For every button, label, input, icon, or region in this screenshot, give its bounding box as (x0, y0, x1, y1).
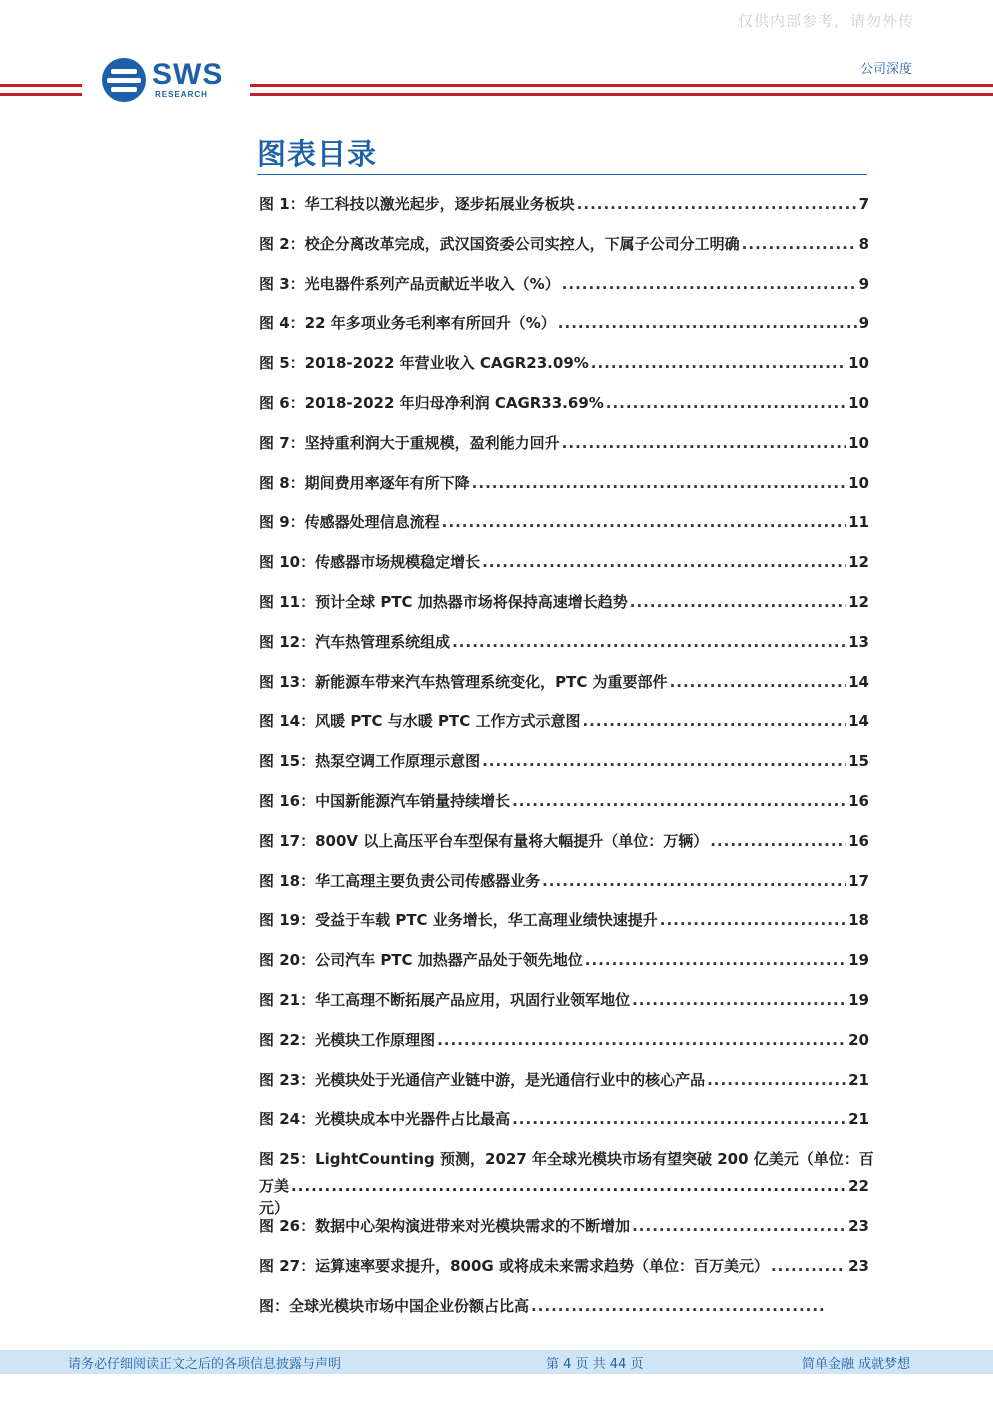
toc-leader-dots (291, 1175, 846, 1197)
toc-entry[interactable] (259, 671, 869, 693)
toc-entry-label: 图 11：预计全球 PTC 加热器市场将保持高速增长趋势 (259, 592, 628, 611)
toc-leader-dots (512, 1108, 846, 1130)
toc-entry-page: 10 (848, 393, 869, 412)
toc-entry-page: 14 (848, 672, 869, 691)
toc-entry-label: 图 16：中国新能源汽车销量持续增长 (259, 791, 511, 810)
toc-entry-label: 图 13：新能源车带来汽车热管理系统变化，PTC 为重要部件 (259, 672, 668, 691)
toc-leader-dots (472, 472, 846, 494)
toc-leader-dots (710, 830, 846, 852)
header-rule-right-top (250, 84, 993, 87)
toc-entry[interactable] (259, 1215, 869, 1237)
toc-entry-page: 12 (848, 553, 869, 572)
toc-entry[interactable] (259, 631, 869, 653)
toc-entry[interactable] (259, 1108, 869, 1130)
toc-leader-dots (742, 233, 857, 255)
toc-entry[interactable] (259, 1255, 869, 1277)
toc-leader-dots (562, 432, 846, 454)
toc-entry[interactable] (259, 909, 869, 931)
toc-entry-page: 18 (848, 911, 869, 930)
toc-entry[interactable] (259, 710, 869, 732)
toc-entry-page: 8 (858, 234, 869, 253)
toc-entry-label: 图 17：800V 以上高压平台车型保有量将大幅提升（单位：万辆） (259, 831, 709, 850)
toc-leader-dots (707, 1069, 846, 1091)
toc-entry-label: 图：全球光模块市场中国企业份额占比高 (259, 1296, 530, 1315)
toc-title: 图表目录 (257, 137, 378, 171)
toc-entry[interactable] (259, 233, 869, 255)
logo-name: SWS (152, 58, 224, 91)
toc-leader-dots (452, 631, 846, 653)
toc-entry-page: 21 (848, 1070, 869, 1089)
header-rule-left-top (0, 84, 82, 87)
toc-leader-dots (442, 511, 846, 533)
toc-entry-page: 19 (848, 990, 869, 1009)
toc-entry-label: 图 24：光模块成本中光器件占比最高 (259, 1110, 511, 1129)
toc-entry-page: 22 (848, 1177, 869, 1196)
toc-entry-label-line2: 万美元） (259, 1177, 290, 1218)
toc-entry-page: 9 (858, 314, 869, 333)
toc-entry-page: 9 (858, 274, 869, 293)
toc-entry-label: 图 1：华工科技以激光起步，逐步拓展业务板块 (259, 195, 575, 213)
toc-entry-label: 图 10：传感器市场规模稳定增长 (259, 553, 481, 572)
toc-entry[interactable] (259, 392, 869, 414)
toc-leader-dots (582, 710, 846, 732)
toc-leader-dots (437, 1029, 846, 1051)
toc-leader-dots (542, 870, 846, 892)
toc-leader-dots (531, 1295, 825, 1317)
toc-entry[interactable] (259, 551, 869, 573)
toc-entry-page: 17 (848, 871, 869, 890)
table-of-figures (259, 193, 874, 1334)
toc-entry-label: 图 15：热泵空调工作原理示意图 (259, 752, 481, 771)
toc-entry-label: 图 5：2018-2022 年营业收入 CAGR23.09% (259, 354, 589, 373)
toc-entry-page: 12 (848, 592, 869, 611)
footer-slogan: 简单金融 成就梦想 (802, 1357, 911, 1372)
toc-leader-dots (482, 551, 846, 573)
logo-circle-icon (102, 58, 146, 102)
toc-leader-dots (585, 949, 846, 971)
toc-entry-label: 图 9：传感器处理信息流程 (259, 513, 440, 532)
toc-entry-page: 14 (848, 712, 869, 731)
toc-entry-page: 21 (848, 1110, 869, 1129)
toc-entry[interactable] (259, 790, 869, 812)
toc-entry-page: 7 (858, 195, 869, 213)
toc-entry-label: 图 12：汽车热管理系统组成 (259, 632, 451, 651)
toc-leader-dots (670, 671, 847, 693)
footer-disclaimer: 请务必仔细阅读正文之后的各项信息披露与声明 (68, 1357, 342, 1372)
toc-entry-page: 16 (848, 831, 869, 850)
toc-entry[interactable] (259, 1029, 869, 1051)
page-footer (0, 1350, 993, 1374)
toc-leader-dots (562, 273, 857, 295)
toc-entry-page: 15 (848, 752, 869, 771)
toc-entry-page: 19 (848, 951, 869, 970)
toc-entry-label: 图 21：华工高理不断拓展产品应用，巩固行业领军地位 (259, 990, 631, 1009)
toc-entry[interactable] (259, 750, 869, 772)
toc-leader-dots (591, 352, 846, 374)
toc-entry[interactable] (259, 432, 869, 454)
watermark-text: 仅供内部参考，请勿外传 (738, 12, 915, 30)
toc-entry-label: 图 27：运算速率要求提升，800G 或将成未来需求趋势（单位：百万美元） (259, 1256, 769, 1275)
toc-entry[interactable] (259, 193, 869, 215)
toc-entry-label: 图 8：期间费用率逐年有所下降 (259, 473, 470, 492)
toc-entry-label: 图 20：公司汽车 PTC 加热器产品处于领先地位 (259, 951, 583, 970)
toc-entry-label: 图 19：受益于车载 PTC 业务增长，华工高理业绩快速提升 (259, 911, 658, 930)
toc-entry[interactable] (259, 352, 869, 374)
toc-leader-dots (660, 909, 846, 931)
toc-entry[interactable] (259, 989, 869, 1011)
toc-entry[interactable] (259, 591, 869, 613)
toc-entry-label: 图 23：光模块处于光通信产业链中游，是光通信行业中的核心产品 (259, 1070, 706, 1089)
doc-type-label: 公司深度 (860, 62, 913, 77)
toc-entry-label: 图 26：数据中心架构演进带来对光模块需求的不断增加 (259, 1216, 631, 1235)
toc-entry-page: 10 (848, 433, 869, 452)
toc-entry-page: 23 (848, 1256, 869, 1275)
toc-entry-label: 图 22：光模块工作原理图 (259, 1030, 436, 1049)
toc-entry-label: 图 4：22 年多项业务毛利率有所回升（%） (259, 314, 556, 333)
toc-entry-page: 23 (848, 1216, 869, 1235)
toc-entry[interactable] (259, 273, 869, 295)
toc-entry-label: 图 14：风暖 PTC 与水暖 PTC 工作方式示意图 (259, 712, 581, 731)
toc-leader-dots (630, 591, 846, 613)
toc-entry-page: 10 (848, 354, 869, 373)
toc-entry-page: 20 (848, 1030, 869, 1049)
sws-logo (102, 58, 232, 104)
toc-entry-label: 图 2：校企分离改革完成，武汉国资委公司实控人，下属子公司分工明确 (259, 234, 740, 253)
toc-entry[interactable] (259, 949, 869, 971)
header-rule-right-bottom (250, 93, 993, 96)
toc-leader-dots (771, 1255, 846, 1277)
toc-entry-multiline[interactable] (259, 1148, 874, 1218)
toc-entry[interactable] (259, 511, 869, 533)
toc-entry[interactable] (259, 870, 869, 892)
toc-entry-page: 10 (848, 473, 869, 492)
toc-entry-label: 图 3：光电器件系列产品贡献近半收入（%） (259, 274, 560, 293)
toc-entry[interactable] (259, 830, 869, 852)
toc-entry-label: 图 7：坚持重利润大于重规模，盈利能力回升 (259, 433, 560, 452)
toc-entry-page: 13 (848, 632, 869, 651)
toc-entry-page: 11 (848, 513, 869, 532)
toc-entry[interactable] (259, 1069, 869, 1091)
toc-leader-dots (558, 312, 857, 334)
toc-leader-dots (577, 193, 857, 215)
toc-leader-dots (632, 989, 846, 1011)
toc-entry[interactable] (259, 472, 869, 494)
toc-leader-dots (482, 750, 846, 772)
toc-entry[interactable] (259, 312, 869, 334)
footer-page-info: 第 4 页 共 44 页 (546, 1357, 644, 1372)
toc-entry-label-line1: 图 25：LightCounting 预测，2027 年全球光模块市场有望突破 200 亿美元（单位：百 (259, 1150, 874, 1169)
toc-leader-dots (606, 392, 846, 414)
toc-entry-label: 图 6：2018-2022 年归母净利润 CAGR33.69% (259, 393, 604, 412)
toc-entry-page: 16 (848, 791, 869, 810)
toc-entry-label: 图 18：华工高理主要负责公司传感器业务 (259, 871, 541, 890)
header-rule-left-bottom (0, 93, 82, 96)
title-divider (257, 174, 867, 175)
logo-sub: RESEARCH (155, 90, 208, 99)
toc-entry[interactable] (259, 1295, 827, 1317)
toc-leader-dots (512, 790, 846, 812)
toc-leader-dots (632, 1215, 846, 1237)
